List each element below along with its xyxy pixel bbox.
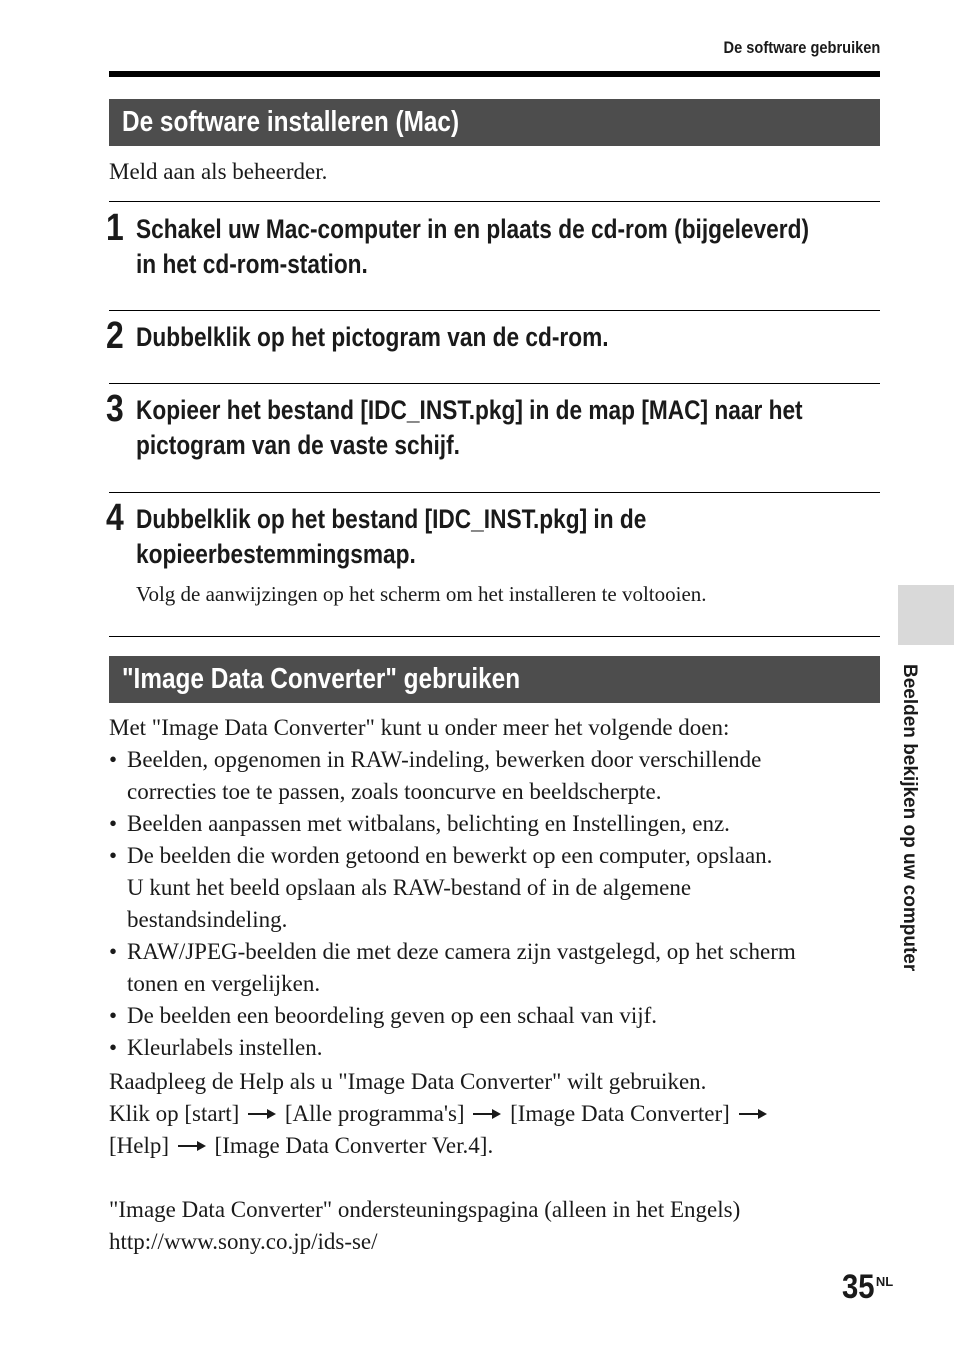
list-item-text: Beelden aanpassen met witbalans, belichting en Instellingen, enz. xyxy=(127,811,730,836)
divider xyxy=(109,310,880,311)
list-item-text: De beelden die worden getoond en bewerkt op een computer, opslaan. xyxy=(127,843,773,868)
step-line: Dubbelklik op het pictogram van de cd-rom. xyxy=(136,322,609,352)
list-item-text: U kunt het beeld opslaan als RAW-bestand of in de algemene xyxy=(127,875,692,900)
running-header: De software gebruiken xyxy=(723,38,880,57)
list-item-continuation xyxy=(109,872,796,904)
arrow-right-icon xyxy=(177,1140,207,1152)
list-item-text: RAW/JPEG-beelden die met deze camera zijn vastgelegd, op het scherm xyxy=(127,939,796,964)
list-item-text: bestandsindeling. xyxy=(127,907,288,932)
step-number: 1 xyxy=(106,207,124,249)
section-heading-mac-text: De software installeren (Mac) xyxy=(122,106,460,138)
arrow-right-icon xyxy=(247,1108,277,1120)
list-item-text: correcties toe te passen, zoals tooncurve en beeldscherpte. xyxy=(127,779,662,804)
list-item xyxy=(109,1032,796,1064)
list-item-text: tonen en vergelijken. xyxy=(127,971,321,996)
step-line: Kopieer het bestand [IDC_INST.pkg] in de map [MAC] naar het xyxy=(136,395,803,425)
chapter-tab xyxy=(898,585,954,645)
section-heading-idc-text: "Image Data Converter" gebruiken xyxy=(122,663,521,695)
top-rule xyxy=(109,71,880,77)
intro-admin: Meld aan als beheerder. xyxy=(109,159,328,184)
list-item xyxy=(109,808,796,840)
page-number-value: 35 xyxy=(842,1268,875,1306)
menu-path-part: [Help] xyxy=(109,1133,170,1158)
chapter-tab-label: Beelden bekijken op uw computer xyxy=(899,664,920,972)
list-item-text: De beelden een beoordeling geven op een schaal van vijf. xyxy=(127,1003,658,1028)
list-item xyxy=(109,1000,796,1032)
list-item-text: Kleurlabels instellen. xyxy=(127,1035,323,1060)
section-heading-idc xyxy=(109,656,880,703)
page-number-suffix: NL xyxy=(875,1274,894,1289)
step-line: Dubbelklik op het bestand [IDC_INST.pkg] in de xyxy=(136,504,647,534)
feature-list xyxy=(109,744,796,1064)
divider xyxy=(109,201,880,202)
support-url[interactable]: http://www.sony.co.jp/ids-se/ xyxy=(109,1229,378,1254)
list-item xyxy=(109,840,796,872)
list-item xyxy=(109,744,796,776)
menu-path-line-1 xyxy=(109,1098,770,1130)
menu-path-part: [Alle programma's] xyxy=(284,1101,465,1126)
step-number: 4 xyxy=(106,497,124,539)
menu-path-part: [Image Data Converter Ver.4]. xyxy=(214,1133,494,1158)
list-item-continuation xyxy=(109,776,796,808)
list-item-continuation xyxy=(109,904,796,936)
step-line: kopieerbestemmingsmap. xyxy=(136,539,416,569)
menu-path-part: [Image Data Converter] xyxy=(510,1101,730,1126)
arrow-right-icon xyxy=(472,1108,502,1120)
step-3-text xyxy=(136,393,803,463)
step-1-text xyxy=(136,212,809,282)
list-item-continuation xyxy=(109,968,796,1000)
help-line: Raadpleeg de Help als u "Image Data Converter" wilt gebruiken. xyxy=(109,1069,707,1094)
list-item-text: Beelden, opgenomen in RAW-indeling, bewerken door verschillende xyxy=(127,747,762,772)
arrow-right-icon xyxy=(738,1108,768,1120)
step-line: pictogram van de vaste schijf. xyxy=(136,430,460,460)
step-2-text xyxy=(136,320,609,355)
step-4-note: Volg de aanwijzingen op het scherm om het installeren te voltooien. xyxy=(136,582,707,606)
page-number xyxy=(842,1268,893,1307)
divider xyxy=(109,492,880,493)
divider xyxy=(109,383,880,384)
section-heading-mac xyxy=(109,99,880,146)
step-number: 3 xyxy=(106,388,124,430)
idc-intro: Met "Image Data Converter" kunt u onder meer het volgende doen: xyxy=(109,715,730,740)
step-line: Schakel uw Mac-computer in en plaats de cd-rom (bijgeleverd) xyxy=(136,214,810,244)
step-number: 2 xyxy=(106,315,124,357)
menu-path-part: Klik op [start] xyxy=(109,1101,240,1126)
support-line: "Image Data Converter" ondersteuningspagina (alleen in het Engels) xyxy=(109,1197,741,1222)
step-4-text xyxy=(136,502,646,572)
step-line: in het cd-rom-station. xyxy=(136,249,368,279)
menu-path-line-2 xyxy=(109,1130,493,1162)
divider xyxy=(109,636,880,637)
list-item xyxy=(109,936,796,968)
